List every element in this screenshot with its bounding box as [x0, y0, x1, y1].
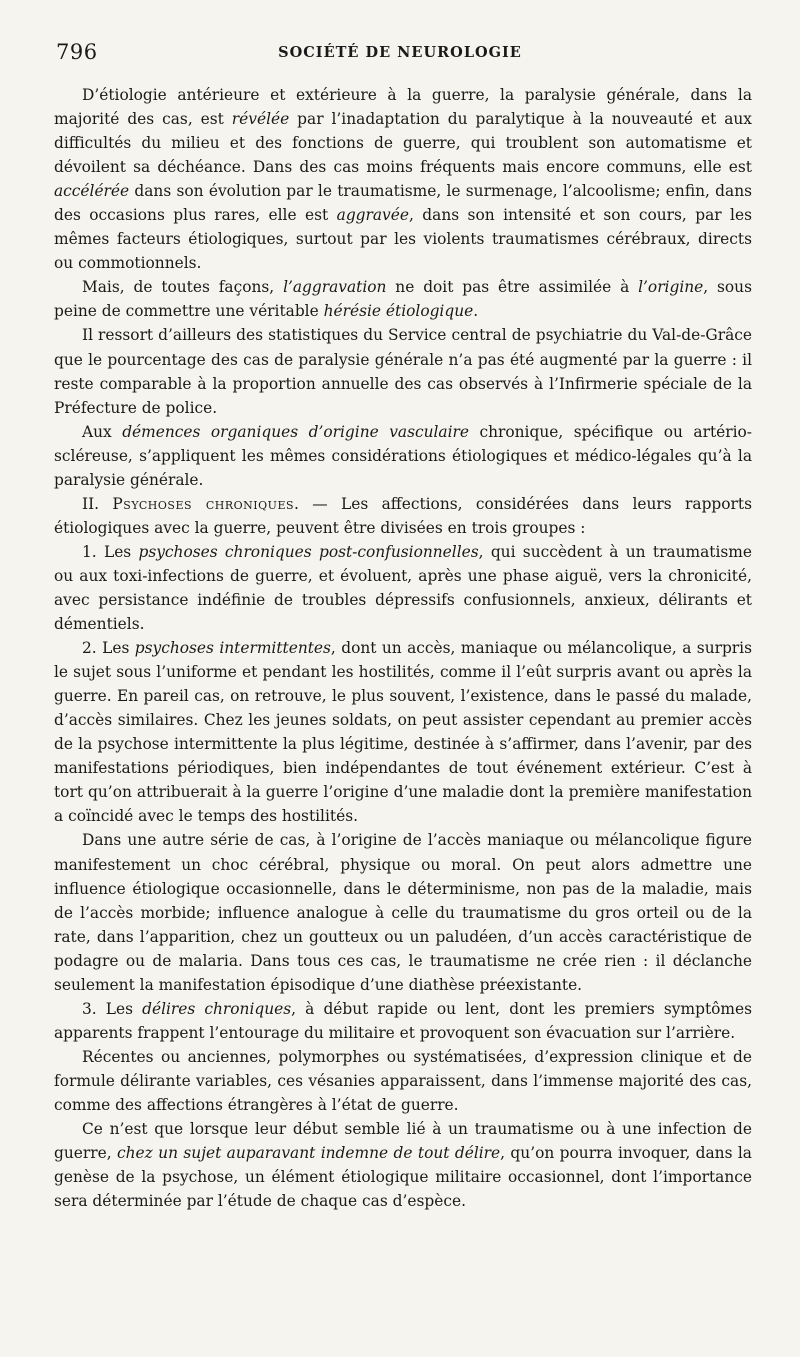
paragraph: [54, 1045, 752, 1117]
text-run: , à début rapide ou lent, dont les premiers symptômes apparents frappent l’entourage du militaire et provoquent son évacuation sur l’arrière.: [54, 999, 752, 1042]
text-run: . — Les affections, considérées dans leurs rapports étiologiques avec la guerre, peuvent être divisées en trois groupes :: [54, 494, 752, 537]
paragraph: [54, 323, 752, 419]
page-number: 796: [56, 40, 98, 64]
text-run: Ce n’est que lorsque leur début semble lié à un traumatisme ou à une infection de guerre,: [54, 1120, 752, 1163]
paragraph: [54, 83, 752, 275]
paragraph: [54, 540, 752, 636]
paragraph: [54, 997, 752, 1045]
italic-text: délires chroniques: [142, 999, 292, 1018]
paragraph: [54, 420, 752, 492]
body-text: [54, 83, 752, 1213]
italic-text: démences organiques d’origine vasculaire: [122, 422, 469, 441]
text-run: , dont un accès, maniaque ou mélancolique, a surpris le sujet sous l’uniforme et pendant les hostilités, comme il l’eût surpris avant ou après la guerre. En pareil cas, on retrouve, le plus souvent, l’existence, dans le passé du malade, d’accès similaires. Chez les jeunes soldats, on peut assister cependant au premier accès de la psychose intermittente la plus légitime, destinée à s’affirmer, dans l’avenir, par des manifestations périodiques, bien indépendantes de tout événement extérieur. C’est à tort qu’on attribuerait à la guerre l’origine d’une maladie dont la première manifestation a coïncidé avec le temps des hostilités.: [54, 639, 752, 826]
text-run: D’étiologie antérieure et extérieure à la guerre, la paralysie générale, dans la majorité des cas, est: [54, 86, 752, 129]
text-run: Il ressort d’ailleurs des statistiques du Service central de psychiatrie du Val-de-Grâce que le pourcentage des cas de paralysie générale n’a pas été augmenté par la guerre : il reste comparable à la proportion annuelle des cas observés à l’Infirmerie spéciale de la Préfecture de police.: [54, 326, 752, 417]
text-run: par l’inadaptation du paralytique à la nouveauté et aux difficultés du milieu et des fonctions de guerre, qui troublent son automatisme et dévoilent sa déchéance. Dans des cas moins fréquents mais encore communs, elle est: [54, 110, 752, 177]
section-heading: Psychoses chroniques: [112, 494, 295, 513]
paragraph: [54, 275, 752, 323]
text-run: 3. Les: [82, 999, 143, 1018]
italic-text: accélérée: [54, 182, 130, 201]
paragraph: [54, 636, 752, 828]
italic-text: l’origine: [638, 278, 704, 297]
text-run: Aux: [82, 422, 123, 441]
text-run: , dans son intensité et son cours, par les mêmes facteurs étiologiques, surtout par les violents traumatismes cérébraux, directs ou commotionnels.: [54, 206, 752, 273]
text-run: , qu’on pourra invoquer, dans la genèse de la psychose, un élément étiologique militaire occasionnel, dont l’importance sera déterminée par l’étude de chaque cas d’espèce.: [54, 1144, 752, 1211]
italic-text: psychoses chroniques post-confusionnelles: [138, 542, 479, 561]
text-run: Récentes ou anciennes, polymorphes ou systématisées, d’expression clinique et de formule délirante variables, ces vésanies apparaissent, dans l’immense majorité des cas, comme des affections étrangères à l’état de guerre.: [54, 1047, 752, 1114]
italic-text: psychoses intermittentes: [134, 639, 331, 658]
text-run: Dans une autre série de cas, à l’origine de l’accès maniaque ou mélancolique figure manifestement un choc cérébral, physique ou moral. On peut alors admettre une influence étiologique occasionnelle, dans le déterminisme, non pas de la maladie, mais de l’accès morbide; influence analogue à celle du traumatisme du gros orteil ou de la rate, dans l’apparition, chez un goutteux ou un paludéen, d’un accès caractéristique de podagre ou de malaria. Dans tous ces cas, le traumatisme ne crée rien : il déclanche seulement la manifestation épisodique d’une diathèse préexistante.: [54, 831, 752, 994]
italic-text: chez un sujet auparavant indemne de tout délire: [117, 1144, 501, 1163]
text-run: .: [473, 302, 479, 321]
text-run: chronique, spécifique ou artério-scléreuse, s’appliquent les mêmes considérations étiologiques et médico-légales qu’à la paralysie générale.: [54, 422, 752, 489]
italic-text: l’aggravation: [283, 278, 387, 297]
text-run: ne doit pas être assimilée à: [386, 278, 639, 297]
italic-text: révélée: [231, 110, 290, 129]
paragraph: [54, 1117, 752, 1213]
running-title: SOCIÉTÉ DE NEUROLOGIE: [278, 44, 522, 61]
text-run: 1. Les: [82, 542, 139, 561]
text-run: dans son évolution par le traumatisme, le surmenage, l’alcoolisme; enfin, dans des occasions plus rares, elle est: [54, 182, 752, 225]
text-run: , qui succèdent à un traumatisme ou aux toxi-infections de guerre, et évoluent, après une phase aiguë, vers la chronicité, avec persistance indéfinie de troubles dépressifs confusionnels, anxieux, délirants et démentiels.: [54, 542, 752, 634]
text-run: II.: [82, 494, 113, 513]
italic-text: aggravée: [336, 206, 409, 225]
paragraph: [54, 492, 752, 540]
italic-text: hérésie étiologique: [323, 302, 474, 321]
text-run: 2. Les: [82, 639, 135, 658]
text-run: Mais, de toutes façons,: [82, 278, 284, 297]
paragraph: [54, 828, 752, 996]
page-header: [0, 40, 800, 64]
text-run: , sous peine de commettre une véritable: [54, 278, 752, 321]
